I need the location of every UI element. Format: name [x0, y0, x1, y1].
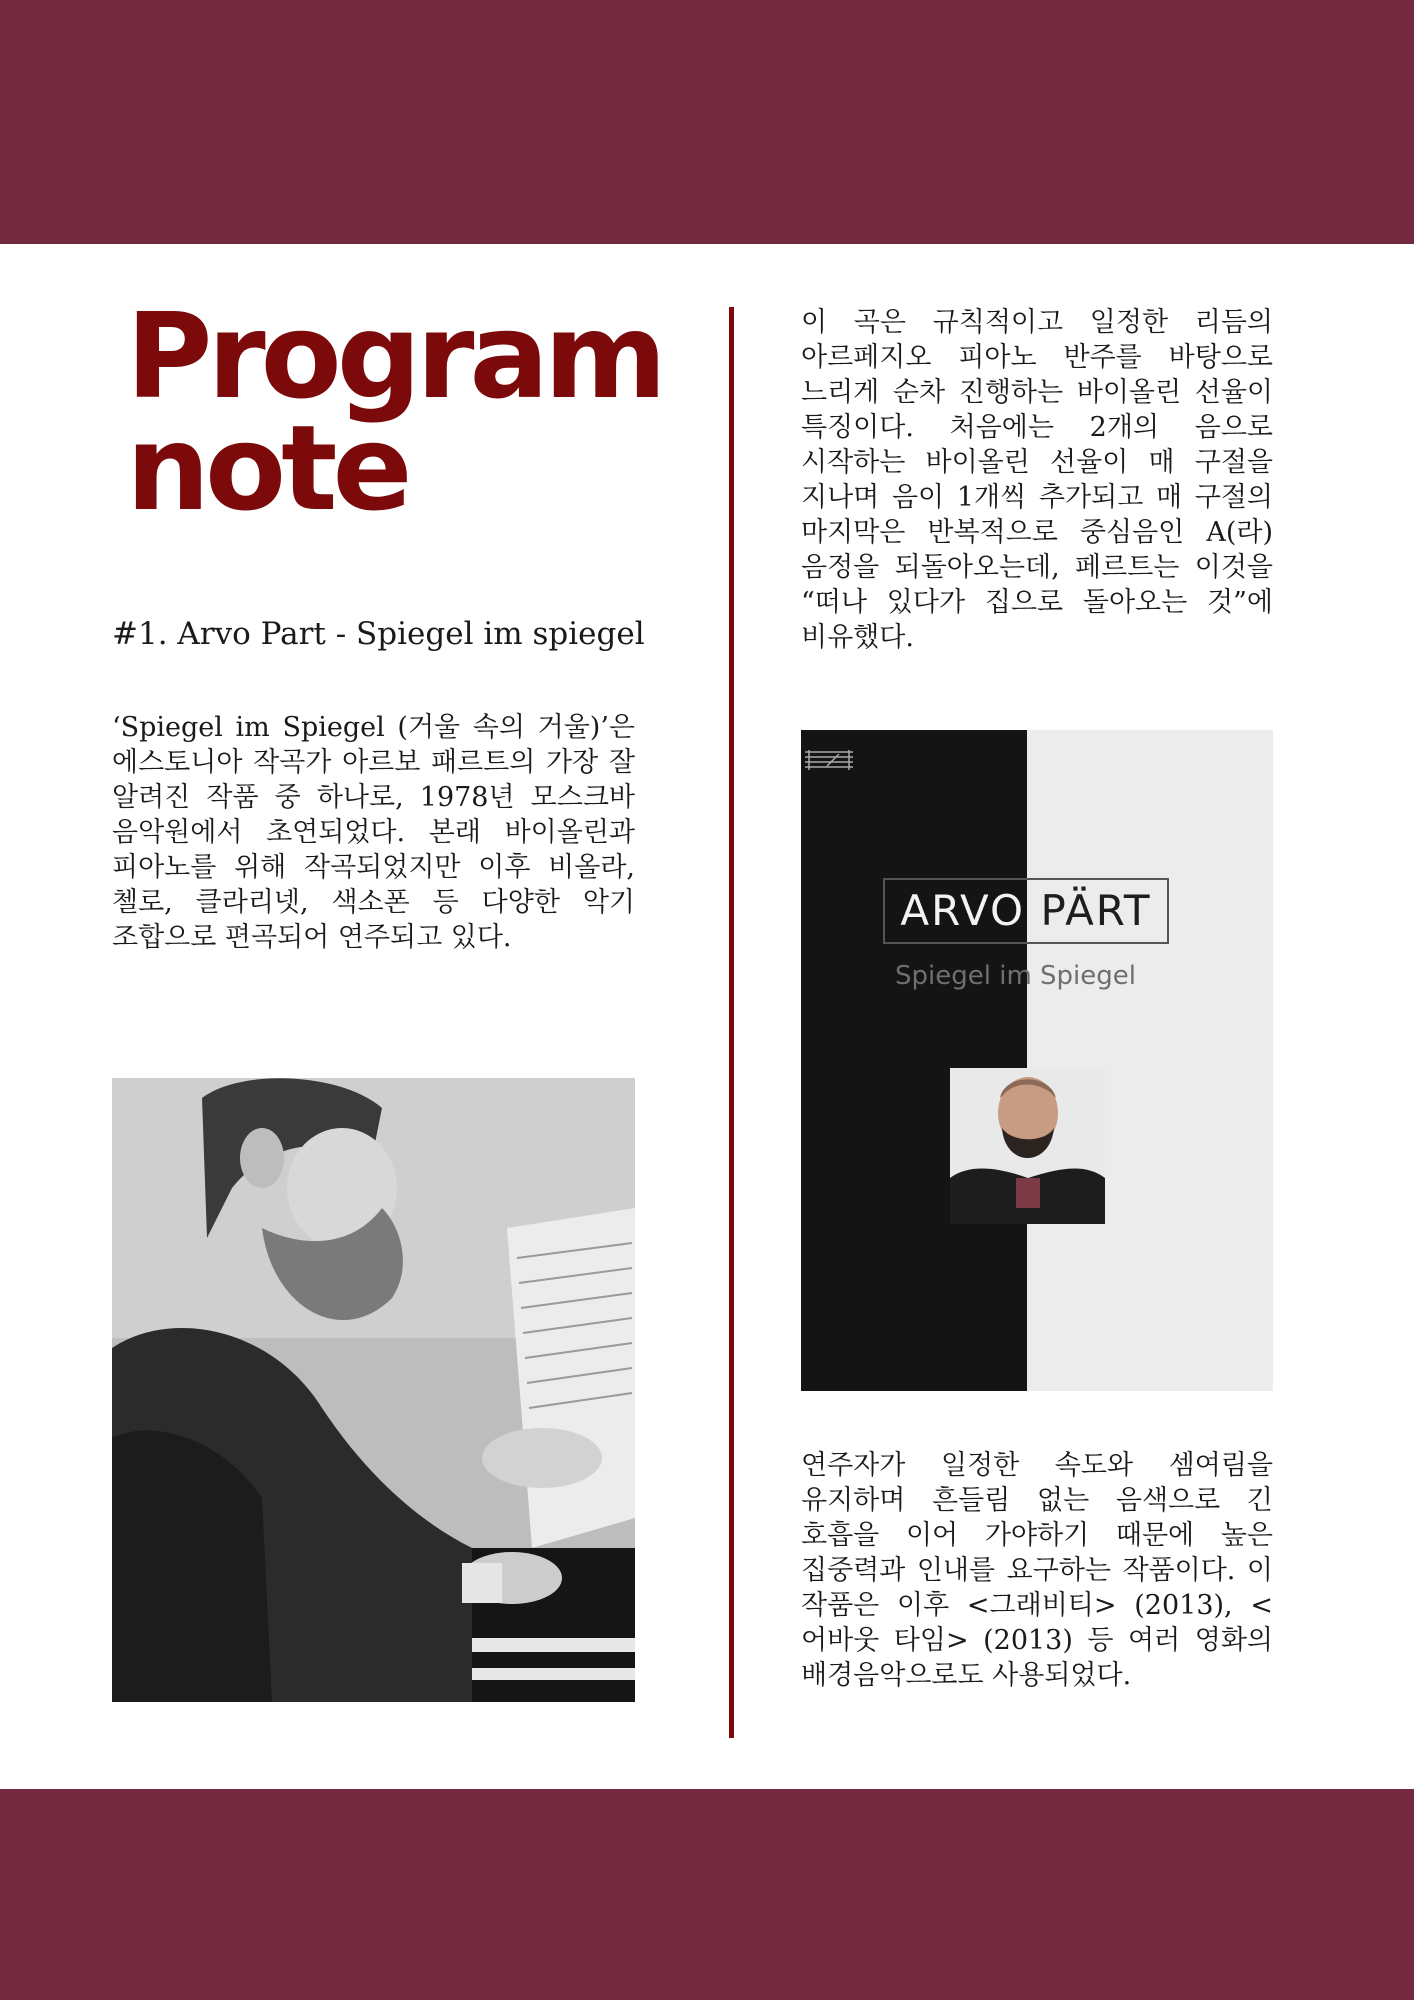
album-cover — [801, 730, 1273, 1391]
album-portrait-illustration — [950, 1068, 1105, 1224]
album-artist-last: PÄRT — [1040, 886, 1152, 935]
album-dark-panel — [801, 730, 1027, 1391]
title-line-1: Program — [126, 287, 662, 425]
composer-photo-illustration — [112, 1078, 635, 1702]
page-title — [126, 287, 686, 537]
album-artist-first: ARVO — [900, 886, 1026, 935]
intro-paragraph: ‘Spiegel im Spiegel (거울 속의 거울)’은 에스토니아 작곡가 아르보 패르트의 가장 잘 알려진 작품 중 하나로, 1978년 모스크바 음악원에서 초연되었다. 본래 바이올린과 피아노를 위해 작곡되었지만 이후 비올라, 첼로, 클라리넷, 색소폰 등 다양한 악기 조합으로 편곡되어 연주되고 있다. — [112, 712, 635, 953]
bottom-band — [0, 1789, 1414, 2000]
column-divider — [729, 307, 734, 1738]
top-band — [0, 0, 1414, 244]
music-staff-icon — [805, 748, 853, 772]
title-line-2: note — [126, 399, 408, 537]
album-portrait — [950, 1068, 1105, 1224]
composer-photo — [112, 1078, 635, 1702]
closing-paragraph: 연주자가 일정한 속도와 셈여림을 유지하며 흔들림 없는 음색으로 긴 호흡을 이어 가야하기 때문에 높은 집중력과 인내를 요구하는 작품이다. 이 작품은 이후 <그래비티> (2013), <어바웃 타임> (2013) 등 여러 영화의 배경음악으로도 사용되었다. — [801, 1450, 1273, 1691]
album-artist — [883, 878, 1169, 944]
description-paragraph: 이 곡은 규칙적이고 일정한 리듬의 아르페지오 피아노 반주를 바탕으로 느리게 순차 진행하는 바이올린 선율이 특징이다. 처음에는 2개의 음으로 시작하는 바이올린 선율이 매 구절을 지나며 음이 1개씩 추가되고 매 구절의 마지막은 반복적으로 중심음인 A(라) 음정을 되돌아오는데, 페르트는 이것을 “떠나 있다가 집으로 돌아오는 것”에 비유했다. — [801, 307, 1273, 653]
piece-heading: #1. Arvo Part - Spiegel im spiegel — [112, 616, 645, 652]
album-title: Spiegel im Spiegel — [895, 961, 1136, 991]
